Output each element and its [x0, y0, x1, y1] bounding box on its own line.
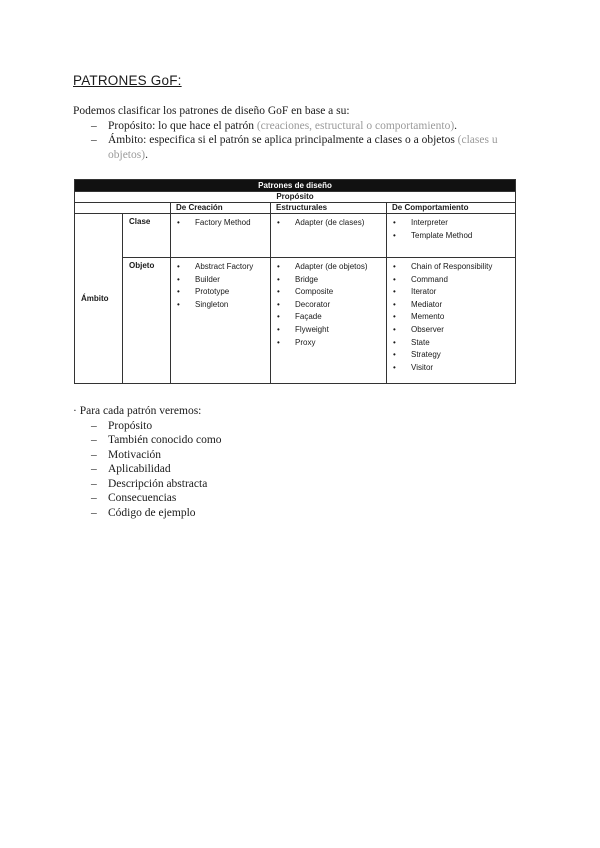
list-item: [390, 337, 512, 350]
pattern-name: Mediator: [411, 299, 443, 309]
detail-item-text: También conocido como: [108, 434, 222, 446]
dash-marker: –: [91, 119, 97, 132]
list-item: [390, 261, 512, 274]
details-lead: · Para cada patrón veremos:: [73, 405, 202, 417]
bullet-marker: •: [393, 262, 396, 271]
list-item-proposito: [73, 119, 533, 134]
list-item: [174, 286, 267, 299]
ambito-text: Ámbito: especifica si el patrón se aplica principalmente a clases o a objetos: [108, 134, 458, 146]
bullet-marker: •: [393, 362, 396, 372]
proposito-text: Propósito: lo que hace el patrón: [108, 119, 257, 132]
bullet-marker: •: [393, 218, 396, 227]
list-item: [390, 286, 512, 299]
detail-item-text: Código de ejemplo: [108, 506, 196, 519]
bullet-marker: •: [393, 337, 396, 347]
cell-clase-estructurales: [271, 214, 387, 258]
list-item: [390, 362, 512, 375]
pattern-name: Singleton: [195, 299, 229, 309]
table-row-objeto: [75, 258, 516, 384]
empty-header-cell: [75, 203, 171, 214]
list-item-ambito: [73, 133, 533, 162]
pattern-name: Strategy: [411, 350, 441, 360]
list-item: [390, 311, 512, 324]
pattern-name: Observer: [411, 324, 444, 334]
list-item: [73, 462, 533, 477]
list-item: [390, 324, 512, 337]
row-label-objeto: Objeto: [123, 258, 171, 384]
list-item: [390, 349, 512, 362]
list-item: [73, 419, 533, 434]
list-item: [274, 261, 383, 274]
pattern-name: Adapter (de objetos): [295, 262, 368, 271]
pattern-name: Bridge: [295, 274, 319, 284]
cell-clase-comportamiento: [387, 214, 516, 258]
pattern-name: Decorator: [295, 299, 331, 309]
patterns-table: [74, 179, 516, 384]
list-item: [274, 217, 383, 230]
col-header-creacion: De Creación: [171, 203, 271, 214]
detail-item-text: Descripción abstracta: [108, 477, 208, 490]
details-section: [73, 404, 533, 520]
pattern-name: Prototype: [195, 287, 230, 297]
pattern-list: [174, 214, 267, 230]
pattern-list: [274, 258, 383, 349]
intro-list: [73, 119, 533, 163]
pattern-list: [390, 258, 512, 374]
pattern-name: Interpreter: [411, 218, 448, 227]
list-item: [174, 274, 267, 287]
pattern-list: [390, 214, 512, 242]
bullet-marker: •: [277, 324, 280, 334]
proposito-note: (creaciones, estructural o comportamiento): [256, 119, 455, 132]
pattern-name: Proxy: [295, 337, 316, 347]
pattern-name: Factory Method: [195, 218, 251, 227]
list-item: [274, 337, 383, 350]
col-header-comportamiento: De Comportamiento: [387, 203, 516, 214]
bullet-marker: •: [393, 299, 396, 309]
cell-objeto-comportamiento: [387, 258, 516, 384]
list-item: [73, 448, 533, 463]
dash-marker: –: [91, 463, 97, 475]
bullet-marker: •: [277, 262, 280, 271]
list-item: [390, 274, 512, 287]
bullet-marker: •: [177, 299, 180, 309]
bullet-marker: •: [277, 337, 280, 347]
list-item: [390, 217, 512, 230]
pattern-name: Template Method: [411, 230, 473, 240]
detail-item-text: Propósito: [108, 419, 153, 432]
dash-marker: –: [91, 419, 97, 432]
pattern-name: Façade: [295, 312, 322, 322]
list-item: [274, 324, 383, 337]
bullet-marker: •: [177, 287, 180, 297]
dash-marker: –: [91, 506, 97, 519]
table-subtitle: Propósito: [75, 192, 516, 203]
detail-item-text: Consecuencias: [108, 492, 177, 504]
cell-objeto-estructurales: [271, 258, 387, 384]
bullet-marker: •: [277, 218, 280, 227]
list-item: [174, 261, 267, 274]
list-item: [73, 433, 533, 448]
ambito-end: .: [145, 148, 148, 161]
detail-item-text: Motivación: [108, 448, 162, 461]
list-item: [274, 286, 383, 299]
dash-marker: –: [91, 477, 97, 490]
list-item: [73, 491, 533, 506]
bullet-marker: •: [177, 262, 180, 271]
col-header-estructurales: Estructurales: [271, 203, 387, 214]
dash-marker: –: [91, 448, 97, 461]
dash-marker: –: [91, 134, 97, 146]
pattern-name: Builder: [195, 274, 220, 284]
list-item: [73, 506, 533, 521]
table-title: Patrones de diseño: [75, 180, 516, 192]
scope-label: Ámbito: [75, 214, 123, 384]
table-row-clase: [75, 214, 516, 258]
proposito-end: .: [454, 119, 458, 132]
pattern-name: Visitor: [411, 362, 434, 372]
pattern-name: Adapter (de clases): [295, 218, 365, 227]
cell-objeto-creacion: [171, 258, 271, 384]
pattern-list: [274, 214, 383, 230]
pattern-name: State: [411, 337, 430, 347]
page-title: PATRONES GoF:: [73, 73, 182, 88]
bullet-marker: •: [177, 274, 180, 284]
row-label-clase: Clase: [123, 214, 171, 258]
pattern-name: Abstract Factory: [195, 262, 254, 271]
bullet-marker: •: [393, 350, 396, 360]
pattern-name: Composite: [295, 287, 334, 297]
pattern-name: Flyweight: [295, 324, 329, 334]
cell-clase-creacion: [171, 214, 271, 258]
bullet-marker: •: [277, 274, 280, 284]
dash-marker: –: [91, 434, 97, 446]
list-item: [73, 477, 533, 492]
bullet-marker: •: [393, 324, 396, 334]
details-list: [73, 419, 533, 521]
bullet-marker: •: [393, 287, 396, 297]
list-item: [274, 274, 383, 287]
list-item: [174, 299, 267, 312]
bullet-marker: •: [393, 230, 396, 240]
intro-section: [73, 104, 533, 162]
bullet-marker: •: [393, 274, 396, 284]
pattern-list: [174, 258, 267, 311]
list-item: [274, 311, 383, 324]
bullet-marker: •: [277, 312, 280, 322]
pattern-name: Chain of Responsibility: [411, 262, 493, 271]
bullet-marker: •: [393, 312, 396, 322]
bullet-marker: •: [177, 218, 180, 227]
pattern-name: Memento: [411, 312, 445, 322]
pattern-name: Iterator: [411, 287, 437, 297]
bullet-marker: •: [277, 287, 280, 297]
dash-marker: –: [91, 492, 97, 504]
list-item: [390, 299, 512, 312]
detail-item-text: Aplicabilidad: [108, 463, 171, 475]
list-item: [390, 230, 512, 243]
list-item: [274, 299, 383, 312]
ambito-note: (clases u objetos): [108, 134, 498, 161]
pattern-name: Command: [411, 274, 448, 284]
list-item: [174, 217, 267, 230]
intro-text: Podemos clasificar los patrones de diseño GoF en base a su:: [73, 105, 350, 117]
bullet-marker: •: [277, 299, 280, 309]
